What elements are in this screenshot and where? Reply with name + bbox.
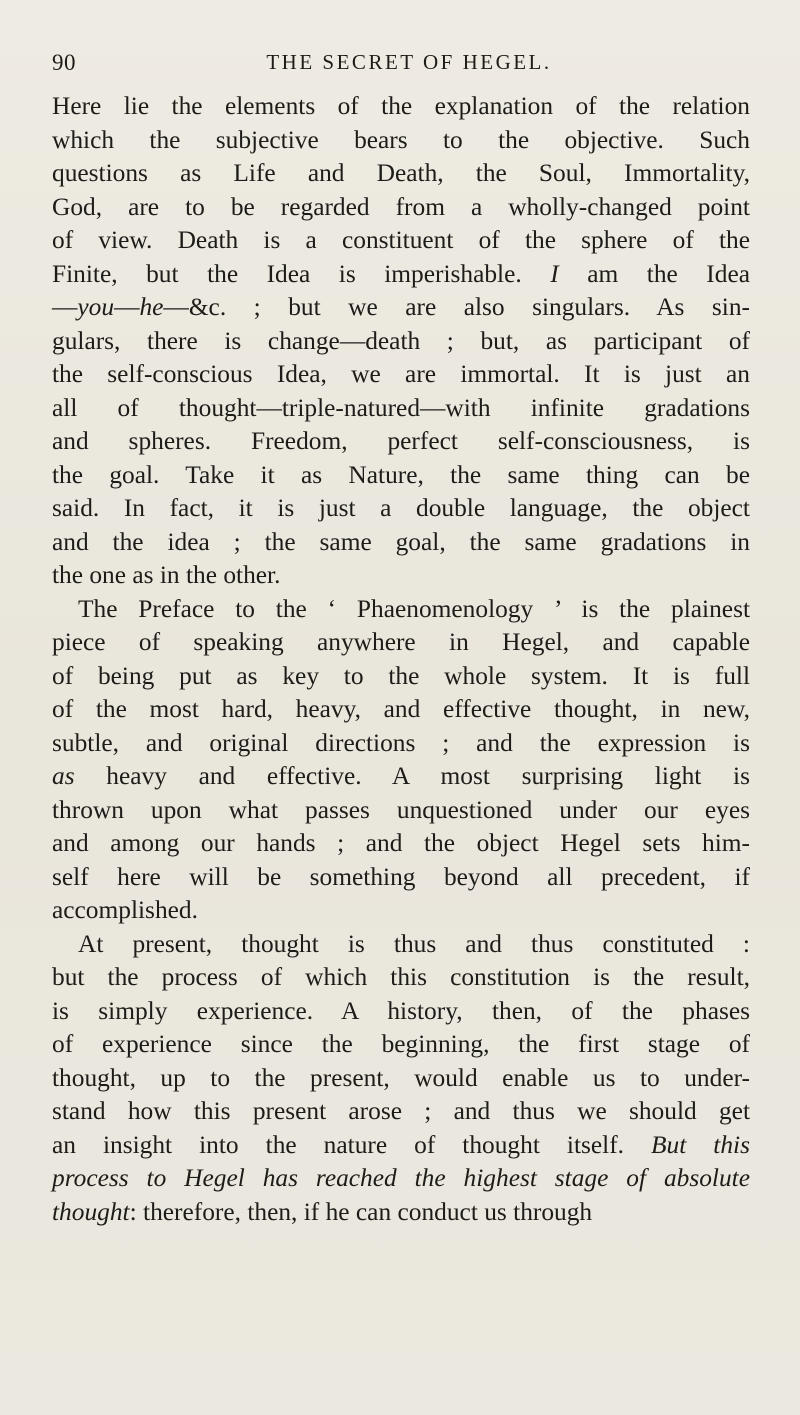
italic-run: But this: [651, 1130, 750, 1159]
text-line: the one as in the other.: [52, 561, 281, 589]
text-line: [52, 1129, 750, 1163]
text-run: am the Idea: [558, 259, 750, 288]
text-line: questions as Life and Death, the Soul, Immortality,: [52, 159, 750, 187]
body-text: [52, 90, 750, 1229]
running-head: [52, 50, 748, 86]
text-line: [52, 258, 750, 292]
text-line: [52, 291, 750, 325]
text-line: subtle, and original directions ; and the expression is: [52, 728, 750, 757]
text-line: gulars, there is change—death ; but, as participant of: [52, 326, 750, 355]
text-run: an insight into the nature of thought itself.: [52, 1130, 625, 1159]
text-line: thrown upon what passes unquestioned under our eyes: [52, 795, 750, 824]
text-line: thought, up to the present, would enable us to under-: [52, 1063, 750, 1092]
text-line: of experience since the beginning, the first stage of: [52, 1030, 750, 1058]
text-line: but the process of which this constitution is the result,: [52, 963, 750, 991]
text-line: [52, 760, 750, 794]
page-number: 90: [52, 50, 76, 75]
text-run: :: [129, 1197, 137, 1226]
text-line: is simply experience. A history, then, of the phases: [52, 996, 750, 1025]
text-run: —: [52, 293, 78, 321]
running-title: THE SECRET OF HEGEL.: [266, 50, 552, 74]
text-run: therefore, then, if he can conduct us through: [143, 1197, 593, 1226]
italic-run: thought: [52, 1197, 130, 1226]
text-line: [52, 1196, 750, 1230]
text-line: God, are to be regarded from a wholly-changed point: [52, 192, 750, 221]
text-line: self here will be something beyond all precedent, if: [52, 862, 750, 891]
text-line: of being put as key to the whole system. It is full: [52, 661, 750, 690]
text-line: piece of speaking anywhere in Hegel, and capable: [52, 628, 750, 656]
text-line: said. In fact, it is just a double language, the object: [52, 494, 750, 522]
text-line: and the idea ; the same goal, the same gradations in: [52, 527, 750, 556]
text-line: accomplished.: [52, 896, 198, 924]
text-line: and among our hands ; and the object Hegel sets him-: [52, 829, 750, 857]
text-run: Finite, but the Idea is imperishable.: [52, 259, 522, 288]
text-run: —&c. ; but we are also singulars. As sin-: [163, 293, 750, 321]
text-line: the goal. Take it as Nature, the same thing can be: [52, 460, 750, 489]
italic-run: process to Hegel has reached the highest stage of absolute: [52, 1164, 750, 1192]
text-line: The Preface to the ‘ Phaenomenology ’ is the plainest: [78, 594, 750, 623]
text-line: and spheres. Freedom, perfect self-consciousness, is: [52, 427, 750, 455]
italic-run: you: [77, 293, 115, 321]
italic-run: he: [139, 293, 164, 321]
text-line: stand how this present arose ; and thus we should get: [52, 1097, 750, 1125]
text-line: of view. Death is a constituent of the sphere of the: [52, 226, 750, 254]
text-line: At present, thought is thus and thus constituted :: [78, 929, 750, 958]
italic-run: as: [52, 762, 75, 790]
text-line: all of thought—triple-natured—with infinite gradations: [52, 393, 750, 422]
text-line: Here lie the elements of the explanation of the relation: [52, 92, 750, 120]
text-run: —: [114, 293, 140, 321]
text-line: which the subjective bears to the objective. Such: [52, 125, 750, 154]
italic-run: I: [550, 259, 559, 288]
text-run: heavy and effective. A most surprising light is: [106, 762, 750, 790]
text-line: the self-conscious Idea, we are immortal. It is just an: [52, 360, 750, 388]
text-line: [52, 1162, 750, 1196]
text-line: of the most hard, heavy, and effective thought, in new,: [52, 695, 750, 723]
